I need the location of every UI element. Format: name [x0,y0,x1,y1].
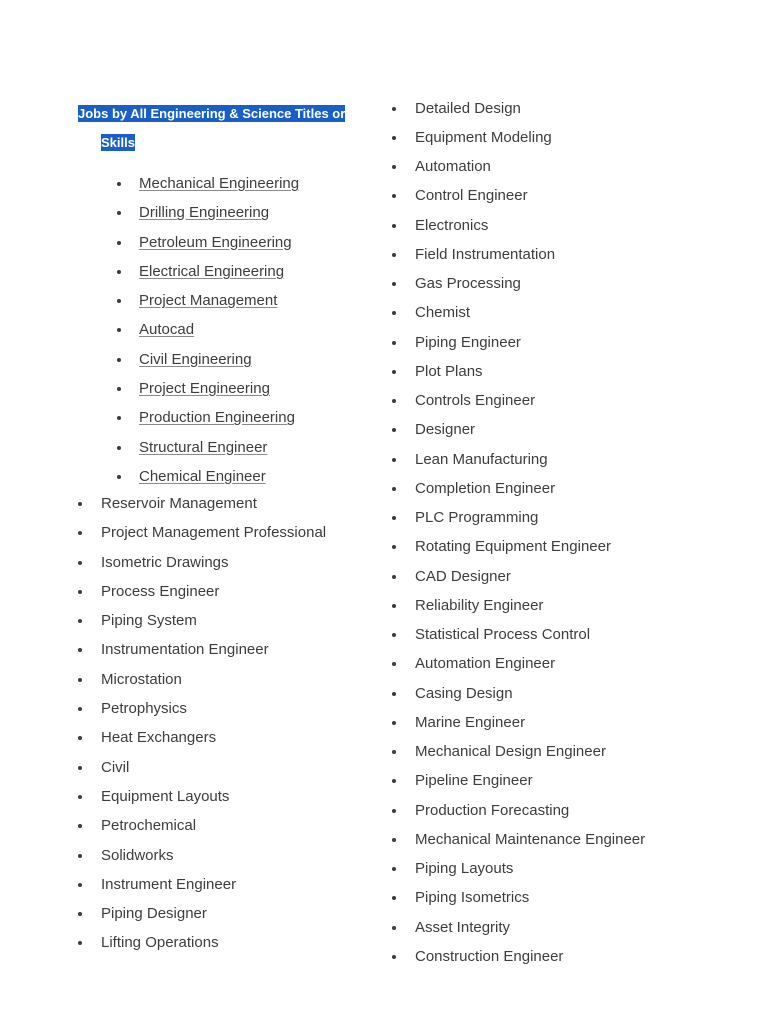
list-item [415,679,645,708]
bullet-icon [392,311,396,315]
list-item-label: Mechanical Maintenance Engineer [415,830,646,848]
list-item-label: Controls Engineer [415,392,536,409]
list-item [415,94,645,123]
skill-list-right [415,94,645,972]
list-item [415,620,645,649]
list-item-label: Electronics [415,216,489,234]
skill-link-item[interactable] [139,315,299,344]
bullet-icon [117,358,121,362]
skill-link[interactable]: Civil Engineering [139,350,252,368]
skill-link-item[interactable] [139,345,299,374]
list-item-label: Piping System [101,612,197,630]
list-item [415,942,645,971]
skill-link[interactable]: Autocad [139,321,195,339]
list-item [101,811,326,840]
bullet-icon [117,182,121,186]
bullet-icon [117,241,121,245]
list-item [101,548,326,577]
bullet-icon [78,854,82,858]
bullet-icon [117,387,121,391]
bullet-icon [117,299,121,303]
list-item [415,562,645,591]
skill-link[interactable]: Electrical Engineering [139,262,285,280]
bullet-icon [78,590,82,594]
bullet-icon [392,575,396,579]
list-item [101,841,326,870]
bullet-icon [392,896,396,900]
list-item-label: Lifting Operations [101,934,219,952]
list-item [415,796,645,825]
bullet-icon [392,750,396,754]
list-item-label: Process Engineer [101,582,220,600]
list-item [415,298,645,327]
skill-link[interactable]: Mechanical Engineering [139,175,300,192]
list-item [101,870,326,899]
bullet-icon [78,941,82,945]
list-item-label: Rotating Equipment Engineer [415,538,611,556]
list-item-label: Detailed Design [415,99,521,117]
bullet-icon [392,516,396,520]
bullet-icon [392,662,396,666]
bullet-icon [392,224,396,228]
bullet-icon [117,211,121,215]
list-item [415,474,645,503]
list-item [415,240,645,269]
list-item [415,737,645,766]
list-item-label: Microstation [101,670,182,688]
list-item [415,269,645,298]
bullet-icon [392,487,396,491]
skill-link-item[interactable] [139,169,299,198]
list-item [415,854,645,883]
bullet-icon [392,779,396,783]
heading-line-2: Skills [101,135,135,150]
skill-link-item[interactable] [139,403,299,432]
bullet-icon [392,282,396,286]
list-item [101,577,326,606]
bullet-icon [392,341,396,345]
list-item [415,649,645,678]
bullet-icon [78,766,82,770]
list-item-label: Piping Engineer [415,333,521,351]
skill-link-item[interactable] [139,374,299,403]
list-item [415,445,645,474]
bullet-icon [392,809,396,813]
bullet-icon [78,619,82,623]
list-item [415,503,645,532]
bullet-icon [392,867,396,871]
list-item-label: Piping Layouts [415,860,514,877]
bullet-icon [78,707,82,711]
list-item [101,723,326,752]
list-item [101,753,326,782]
list-item [415,152,645,181]
bullet-icon [78,531,82,535]
skill-link[interactable]: Project Engineering [139,380,270,398]
skill-link-item[interactable] [139,462,299,491]
skill-link[interactable]: Project Management [139,292,278,310]
list-item-label: Plot Plans [415,362,483,380]
list-item-label: Solidworks [101,846,174,864]
skill-link-item[interactable] [139,198,299,227]
list-item-label: Mechanical Design Engineer [415,743,606,760]
list-item [101,928,326,957]
list-item-label: Marine Engineer [415,713,526,731]
list-item-label: Reservoir Management [101,495,257,512]
bullet-icon [117,475,121,479]
list-item-label: Completion Engineer [415,479,556,497]
list-item-label: Equipment Layouts [101,787,230,805]
list-item [415,913,645,942]
bullet-icon [392,107,396,111]
list-item-label: Gas Processing [415,275,521,292]
bullet-icon [117,270,121,274]
list-item [101,665,326,694]
list-item [415,883,645,912]
bullet-icon [117,416,121,420]
list-item-label: CAD Designer [415,567,511,585]
list-item-label: Instrumentation Engineer [101,641,269,659]
bullet-icon [392,428,396,432]
skill-link-item[interactable] [139,286,299,315]
list-item [415,708,645,737]
list-item-label: Project Management Professional [101,524,327,542]
list-item-label: Piping Designer [101,905,207,923]
section-heading [78,99,346,157]
list-item-label: Pipeline Engineer [415,772,533,790]
bullet-icon [78,502,82,506]
list-item [415,825,645,854]
bullet-icon [78,561,82,565]
bullet-icon [78,795,82,799]
bullet-icon [392,838,396,842]
list-item [101,606,326,635]
skill-link[interactable]: Chemical Engineer [139,467,266,485]
bullet-icon [78,648,82,652]
list-item-label: Statistical Process Control [415,626,591,643]
list-item-label: Heat Exchangers [101,729,217,747]
list-item-label: Control Engineer [415,187,528,205]
bullet-icon [78,736,82,740]
list-item-label: Petrophysics [101,700,187,718]
list-item-label: Designer [415,421,476,439]
bullet-icon [392,545,396,549]
list-item [101,635,326,664]
list-item-label: Piping Isometrics [415,889,530,907]
list-item-label: Equipment Modeling [415,128,552,146]
bullet-icon [117,446,121,450]
skill-list-left [101,489,326,958]
list-item [415,211,645,240]
list-item [415,386,645,415]
bullet-icon [78,678,82,682]
list-item-label: Petrochemical [101,817,197,835]
list-item-label: Civil [101,758,130,776]
list-item-label: Automation Engineer [415,655,556,673]
skill-link-list [139,169,299,491]
bullet-icon [392,399,396,403]
list-item-label: Instrument Engineer [101,875,237,893]
bullet-icon [78,883,82,887]
list-item-label: Reliability Engineer [415,596,544,614]
bullet-icon [117,328,121,332]
heading-line-1: Jobs by All Engineering & Science Titles or [78,106,346,121]
bullet-icon [392,692,396,696]
bullet-icon [392,253,396,257]
bullet-icon [392,458,396,462]
bullet-icon [392,955,396,959]
bullet-icon [392,194,396,198]
list-item-label: Lean Manufacturing [415,450,548,468]
list-item [415,181,645,210]
bullet-icon [392,370,396,374]
bullet-icon [392,721,396,725]
list-item [101,694,326,723]
list-item-label: Field Instrumentation [415,245,556,263]
list-item-label: Asset Integrity [415,918,511,936]
list-item-label: Automation [415,158,491,175]
bullet-icon [78,912,82,916]
bullet-icon [392,136,396,140]
list-item [101,782,326,811]
list-item [101,518,326,547]
skill-link-item[interactable] [139,433,299,462]
list-item [415,415,645,444]
skill-link-item[interactable] [139,228,299,257]
list-item-label: Construction Engineer [415,947,564,965]
bullet-icon [392,165,396,169]
skill-link[interactable]: Structural Engineer [139,438,268,456]
list-item [415,532,645,561]
list-item-label: Production Forecasting [415,801,570,819]
skill-link-item[interactable] [139,257,299,286]
bullet-icon [392,926,396,930]
bullet-icon [392,604,396,608]
list-item-label: Casing Design [415,684,513,702]
list-item [101,899,326,928]
list-item [415,591,645,620]
bullet-icon [78,824,82,828]
list-item [415,766,645,795]
bullet-icon [392,633,396,637]
list-item [101,489,326,518]
list-item [415,357,645,386]
list-item [415,328,645,357]
skill-link[interactable]: Drilling Engineering [139,204,270,222]
list-item-label: Isometric Drawings [101,553,229,571]
skill-link[interactable]: Petroleum Engineering [139,233,292,251]
skill-link[interactable]: Production Engineering [139,409,295,427]
list-item-label: Chemist [415,304,471,322]
list-item [415,123,645,152]
list-item-label: PLC Programming [415,509,539,526]
